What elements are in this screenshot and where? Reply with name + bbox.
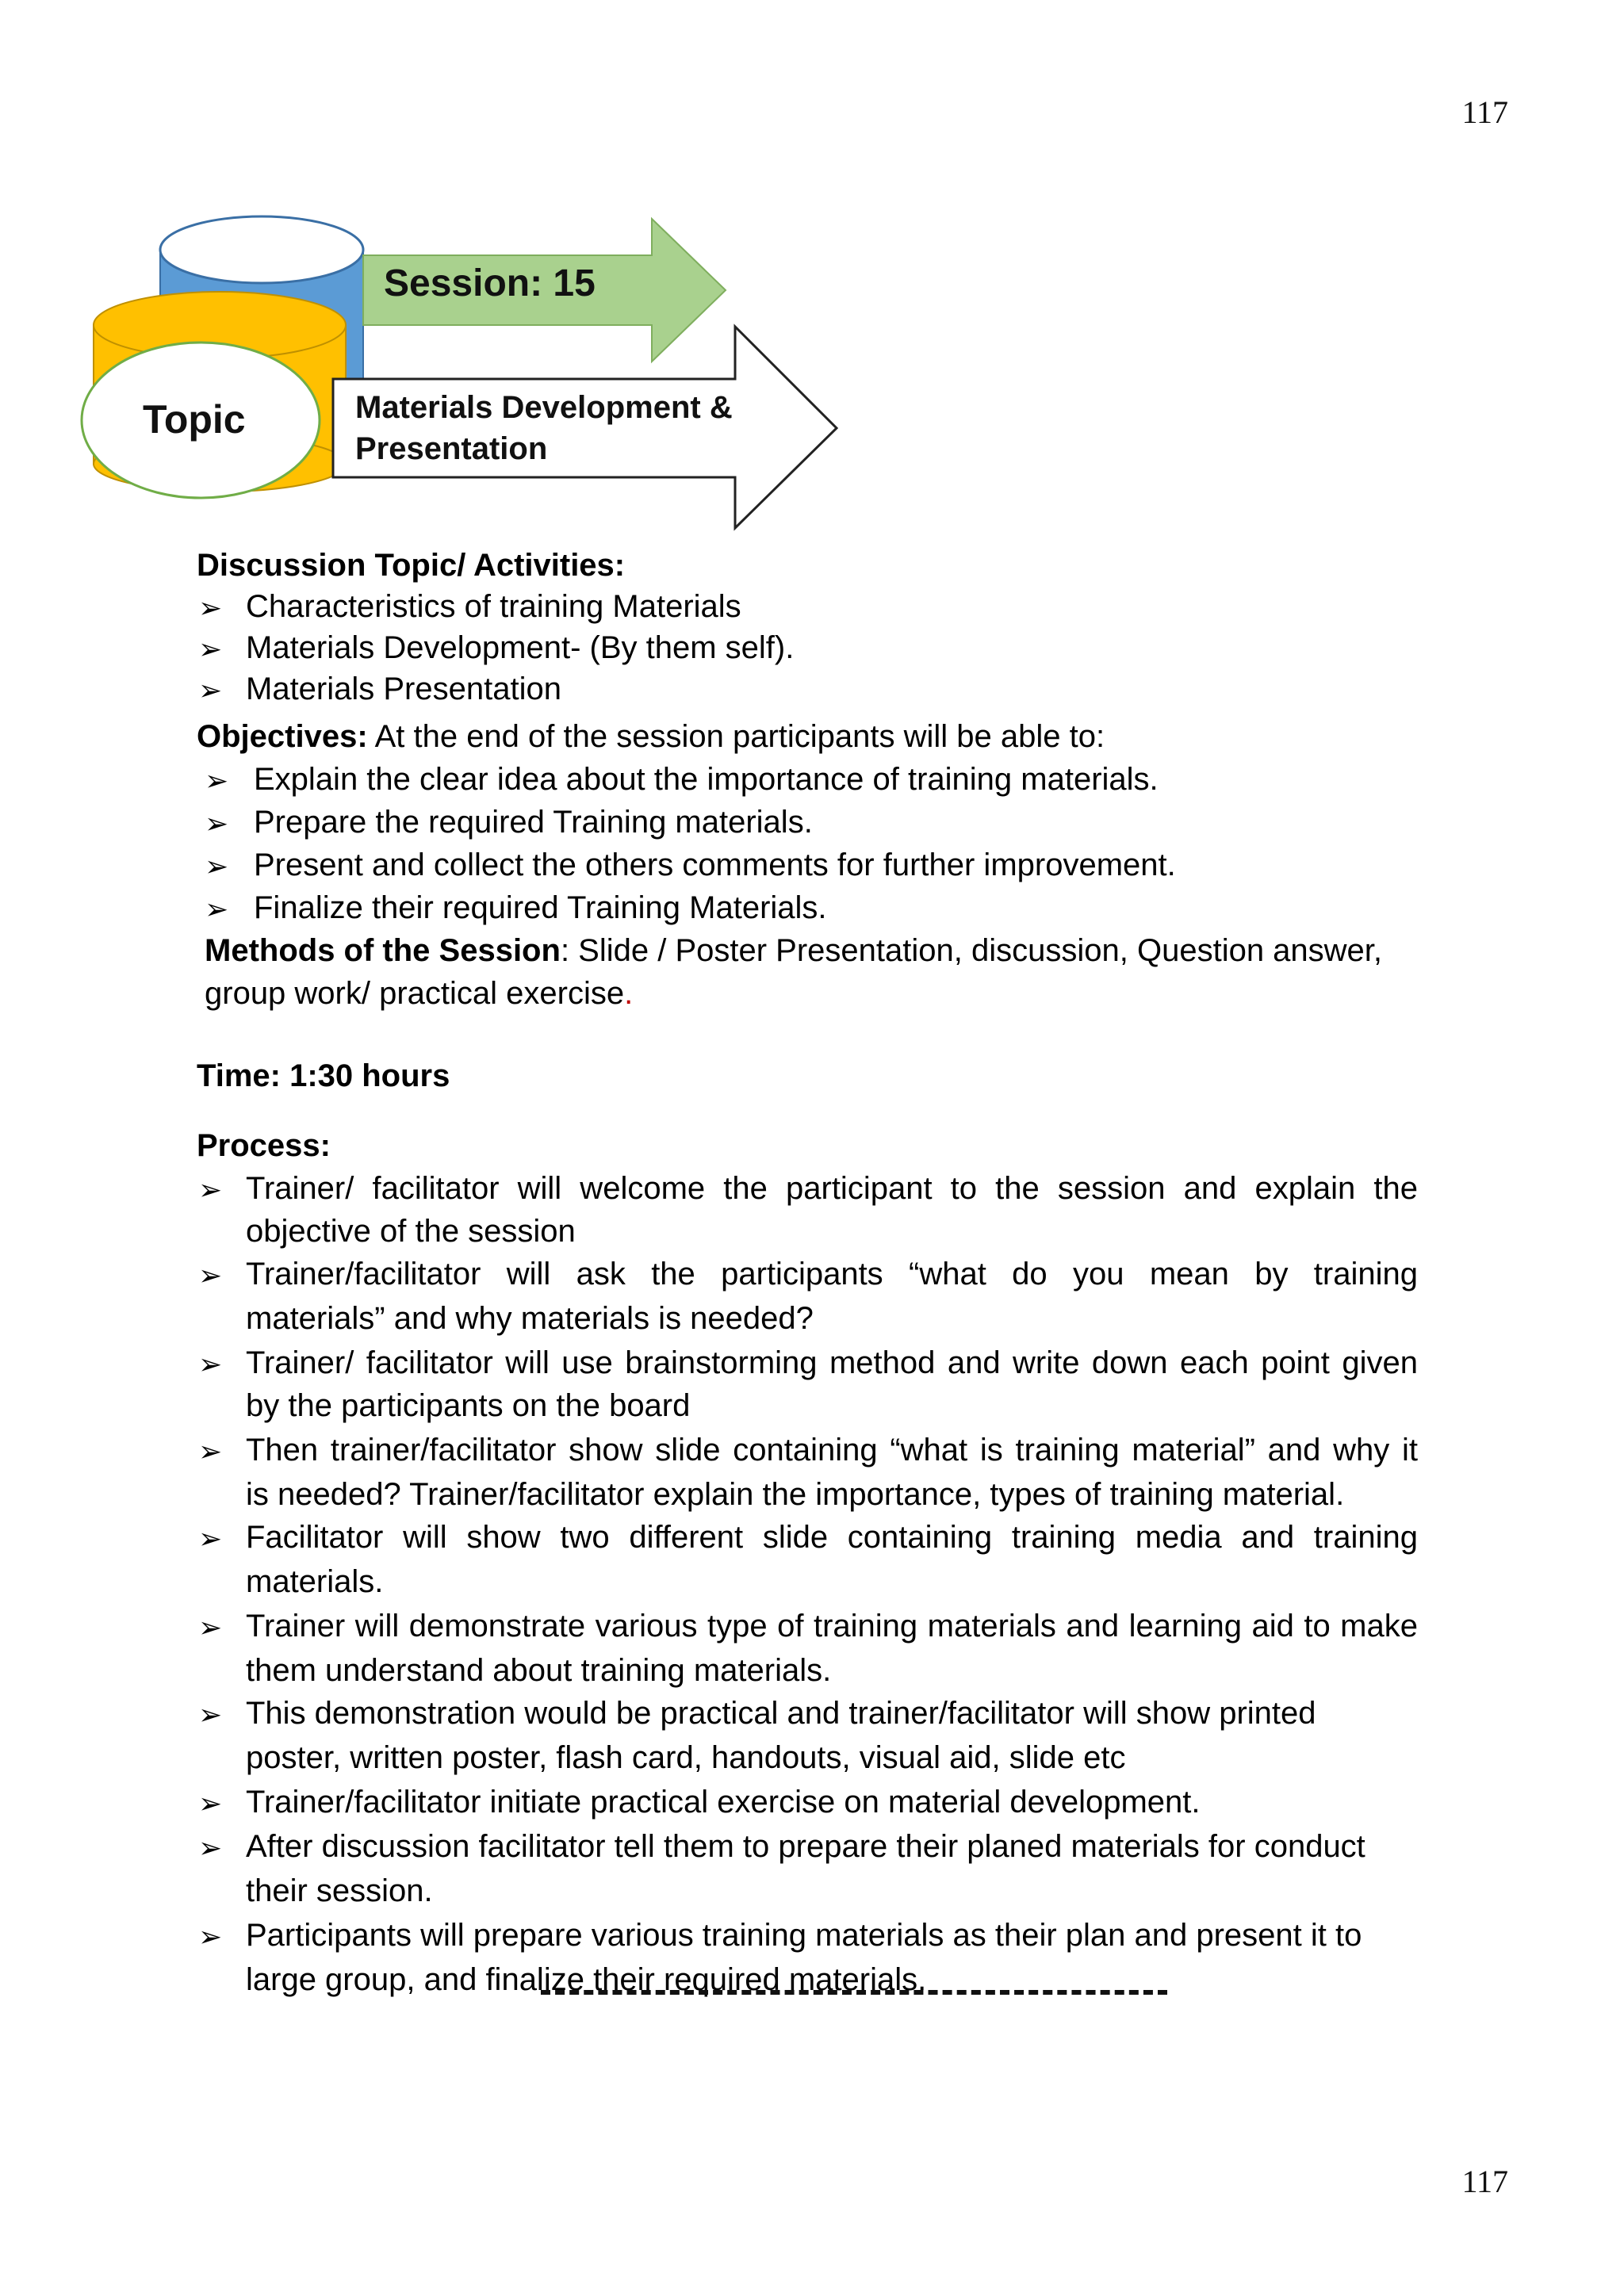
bullet-icon: ➢	[198, 591, 223, 624]
process-item-line: Trainer/ facilitator will use brainstorming method and write down each point given	[246, 1345, 1418, 1380]
bullet-icon: ➢	[198, 1787, 223, 1820]
bullet-icon: ➢	[198, 1522, 223, 1555]
session-header-graphic	[79, 210, 856, 543]
process-item-line: their session.	[246, 1873, 433, 1908]
bullet-icon: ➢	[198, 1259, 223, 1292]
process-item-line: by the participants on the board	[246, 1388, 691, 1423]
objectives-intro-text: At the end of the session participants will be able to:	[374, 719, 1105, 754]
process-item-line: Then trainer/facilitator show slide containing “what is training material” and why it	[246, 1433, 1418, 1468]
process-item-line: is needed? Trainer/facilitator explain the importance, types of training material.	[246, 1477, 1345, 1512]
process-item-line: This demonstration would be practical and trainer/facilitator will show printed	[246, 1696, 1316, 1731]
discussion-heading: Discussion Topic/ Activities:	[197, 548, 626, 583]
objective-item: Finalize their required Training Materials.	[254, 890, 827, 925]
session-title-line2: Presentation	[355, 431, 548, 466]
process-item-line: Trainer will demonstrate various type of training materials and learning aid to make	[246, 1609, 1418, 1644]
objectives-intro	[197, 715, 1105, 758]
session-title-line1: Materials Development &	[355, 390, 733, 425]
objective-item: Present and collect the others comments for further improvement.	[254, 848, 1176, 882]
process-item-line: objective of the session	[246, 1214, 576, 1249]
discussion-item: Materials Development- (By them self).	[246, 630, 795, 665]
methods-label: Methods of the Session	[205, 933, 561, 968]
process-item-line: large group, and finalize their required materials.	[246, 1962, 927, 1997]
process-item-line: poster, written poster, flash card, handouts, visual aid, slide etc	[246, 1740, 1126, 1775]
bullet-icon: ➢	[205, 807, 229, 840]
methods-text-line1: : Slide / Poster Presentation, discussion, Question answer,	[560, 933, 1383, 968]
bullet-icon: ➢	[198, 1173, 223, 1206]
methods-text-line2: group work/ practical exercise	[205, 976, 625, 1011]
bullet-icon: ➢	[198, 633, 223, 665]
methods-line1	[205, 929, 1382, 972]
objective-item: Prepare the required Training materials.	[254, 805, 813, 840]
process-item-line: Trainer/facilitator initiate practical exercise on material development.	[246, 1785, 1201, 1820]
section-end-divider	[541, 1990, 1167, 1995]
session-number: Session: 15	[384, 262, 596, 304]
bullet-icon: ➢	[198, 1920, 223, 1953]
bullet-icon: ➢	[198, 1698, 223, 1731]
process-item-line: Trainer/facilitator will ask the participants “what do you mean by training	[246, 1257, 1418, 1292]
process-item-line: Facilitator will show two different slide containing training media and training	[246, 1520, 1418, 1555]
page-number-top: 117	[1461, 94, 1508, 130]
page-number-bottom: 117	[1461, 2164, 1508, 2199]
process-heading: Process:	[197, 1128, 331, 1163]
objectives-label: Objectives:	[197, 719, 368, 754]
methods-period: .	[624, 976, 634, 1011]
session-title	[355, 387, 768, 469]
topic-label: Topic	[143, 397, 246, 442]
process-item-line: them understand about training materials.	[246, 1653, 832, 1688]
session-time: Time: 1:30 hours	[197, 1058, 450, 1093]
discussion-item: Characteristics of training Materials	[246, 589, 741, 624]
objective-item: Explain the clear idea about the importance of training materials.	[254, 762, 1159, 797]
bullet-icon: ➢	[205, 850, 229, 882]
bullet-icon: ➢	[205, 893, 229, 925]
process-item-line: After discussion facilitator tell them to prepare their planed materials for conduct	[246, 1829, 1365, 1864]
process-item-line: Trainer/ facilitator will welcome the participant to the session and explain the	[246, 1171, 1418, 1206]
bullet-icon: ➢	[198, 674, 223, 706]
bullet-icon: ➢	[198, 1831, 223, 1864]
process-item-line: materials” and why materials is needed?	[246, 1301, 814, 1336]
bullet-icon: ➢	[198, 1611, 223, 1644]
process-item-line: Participants will prepare various training materials as their plan and present it to	[246, 1918, 1362, 1953]
bullet-icon: ➢	[198, 1348, 223, 1380]
bullet-icon: ➢	[205, 764, 229, 797]
process-item-line: materials.	[246, 1564, 384, 1599]
discussion-item: Materials Presentation	[246, 672, 561, 706]
methods-line2	[205, 972, 633, 1015]
bullet-icon: ➢	[198, 1435, 223, 1468]
